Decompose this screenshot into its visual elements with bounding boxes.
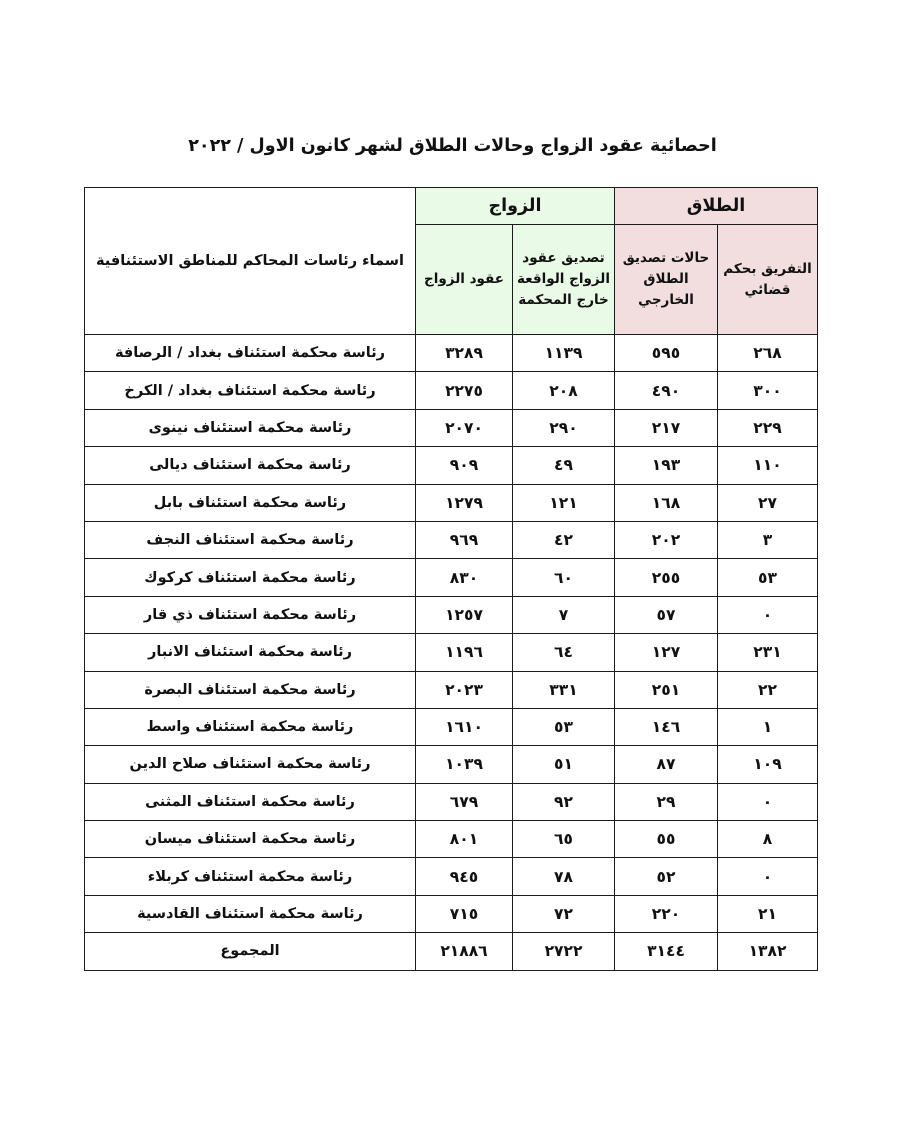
cell-divorce-outside-ratified: ٥٩٥ <box>615 335 718 372</box>
column-header-court-names: اسماء رئاسات المحاكم للمناطق الاستئنافية <box>84 188 415 335</box>
cell-divorce-judicial: ٣ <box>718 521 818 558</box>
cell-divorce-outside-ratified: ٢٢٠ <box>615 895 718 932</box>
cell-marriage-outside-court: ١٢١ <box>513 484 615 521</box>
cell-court-name: رئاسة محكمة استئناف ميسان <box>84 821 415 858</box>
cell-divorce-judicial: ١٣٨٢ <box>718 933 818 970</box>
cell-divorce-judicial: ١٠٩ <box>718 746 818 783</box>
table-row <box>84 484 817 521</box>
cell-marriage-contracts: ٨٣٠ <box>415 559 512 596</box>
cell-divorce-outside-ratified: ٣١٤٤ <box>615 933 718 970</box>
cell-divorce-judicial: ٢٧ <box>718 484 818 521</box>
cell-marriage-contracts: ١٢٧٩ <box>415 484 512 521</box>
cell-marriage-outside-court: ٧٢ <box>513 895 615 932</box>
cell-marriage-outside-court: ٢٩٠ <box>513 409 615 446</box>
column-header-divorce-judicial: التفريق بحكم قضائي <box>718 225 818 335</box>
cell-marriage-outside-court: ٦٥ <box>513 821 615 858</box>
table-row <box>84 895 817 932</box>
cell-court-name: رئاسة محكمة استئناف الانبار <box>84 634 415 671</box>
cell-marriage-contracts: ٢١٨٨٦ <box>415 933 512 970</box>
cell-divorce-judicial: ٢٣١ <box>718 634 818 671</box>
cell-marriage-outside-court: ٤٩ <box>513 447 615 484</box>
cell-divorce-outside-ratified: ١٦٨ <box>615 484 718 521</box>
table-row <box>84 858 817 895</box>
cell-marriage-outside-court: ٧٨ <box>513 858 615 895</box>
cell-marriage-contracts: ٦٧٩ <box>415 783 512 820</box>
cell-court-name: رئاسة محكمة استئناف واسط <box>84 708 415 745</box>
table-row <box>84 559 817 596</box>
cell-court-name: رئاسة محكمة استئناف ديالى <box>84 447 415 484</box>
cell-marriage-contracts: ٩٤٥ <box>415 858 512 895</box>
cell-divorce-judicial: ٣٠٠ <box>718 372 818 409</box>
cell-marriage-outside-court: ٩٢ <box>513 783 615 820</box>
cell-court-name: رئاسة محكمة استئناف البصرة <box>84 671 415 708</box>
cell-court-name: رئاسة محكمة استئناف ذي قار <box>84 596 415 633</box>
cell-divorce-outside-ratified: ٥٥ <box>615 821 718 858</box>
cell-marriage-contracts: ٨٠١ <box>415 821 512 858</box>
cell-divorce-judicial: ٥٣ <box>718 559 818 596</box>
cell-court-name: رئاسة محكمة استئناف بابل <box>84 484 415 521</box>
cell-divorce-outside-ratified: ٨٧ <box>615 746 718 783</box>
cell-divorce-outside-ratified: ٢٠٢ <box>615 521 718 558</box>
table-body <box>84 335 817 971</box>
cell-divorce-judicial: ٨ <box>718 821 818 858</box>
cell-marriage-contracts: ١٢٥٧ <box>415 596 512 633</box>
column-header-divorce-outside-ratified: حالات تصديق الطلاق الخارجي <box>615 225 718 335</box>
cell-marriage-outside-court: ٤٢ <box>513 521 615 558</box>
cell-divorce-judicial: ١ <box>718 708 818 745</box>
table-row <box>84 521 817 558</box>
cell-marriage-outside-court: ٦٤ <box>513 634 615 671</box>
cell-divorce-outside-ratified: ٥٧ <box>615 596 718 633</box>
cell-marriage-contracts: ٧١٥ <box>415 895 512 932</box>
cell-divorce-outside-ratified: ٢٥١ <box>615 671 718 708</box>
table-row <box>84 783 817 820</box>
cell-divorce-outside-ratified: ٤٩٠ <box>615 372 718 409</box>
page-title: احصائية عقود الزواج وحالات الطلاق لشهر كانون الاول / ٢٠٢٢ <box>188 136 717 156</box>
cell-marriage-contracts: ١١٩٦ <box>415 634 512 671</box>
group-header-marriage: الزواج <box>415 188 614 225</box>
cell-court-name: رئاسة محكمة استئناف المثنى <box>84 783 415 820</box>
cell-divorce-outside-ratified: ٢٥٥ <box>615 559 718 596</box>
cell-marriage-outside-court: ٣٣١ <box>513 671 615 708</box>
cell-marriage-contracts: ٩٠٩ <box>415 447 512 484</box>
table-head <box>84 188 817 335</box>
cell-court-name: رئاسة محكمة استئناف القادسية <box>84 895 415 932</box>
column-header-marriage-outside-court: تصديق عقود الزواج الواقعة خارج المحكمة <box>513 225 615 335</box>
cell-marriage-outside-court: ٦٠ <box>513 559 615 596</box>
cell-divorce-outside-ratified: ٢٩ <box>615 783 718 820</box>
table-row <box>84 746 817 783</box>
cell-divorce-outside-ratified: ٥٢ <box>615 858 718 895</box>
cell-marriage-contracts: ٢٠٧٠ <box>415 409 512 446</box>
cell-divorce-outside-ratified: ١٤٦ <box>615 708 718 745</box>
cell-divorce-judicial: ٠ <box>718 858 818 895</box>
cell-court-name: رئاسة محكمة استئناف كربلاء <box>84 858 415 895</box>
cell-marriage-contracts: ٢٠٢٣ <box>415 671 512 708</box>
cell-court-name: رئاسة محكمة استئناف النجف <box>84 521 415 558</box>
group-header-divorce: الطلاق <box>615 188 818 225</box>
cell-divorce-judicial: ٢٢٩ <box>718 409 818 446</box>
cell-divorce-outside-ratified: ١٩٣ <box>615 447 718 484</box>
cell-marriage-outside-court: ٢٠٨ <box>513 372 615 409</box>
column-header-marriage-contracts: عقود الزواج <box>415 225 512 335</box>
cell-court-name: رئاسة محكمة استئناف كركوك <box>84 559 415 596</box>
table-row <box>84 409 817 446</box>
cell-marriage-contracts: ٣٢٨٩ <box>415 335 512 372</box>
table-row <box>84 708 817 745</box>
cell-divorce-judicial: ٠ <box>718 783 818 820</box>
cell-divorce-outside-ratified: ١٢٧ <box>615 634 718 671</box>
cell-marriage-contracts: ٢٢٧٥ <box>415 372 512 409</box>
table-row <box>84 372 817 409</box>
table-row <box>84 821 817 858</box>
cell-court-name: رئاسة محكمة استئناف نينوى <box>84 409 415 446</box>
table-group-header-row <box>84 188 817 225</box>
cell-divorce-outside-ratified: ٢١٧ <box>615 409 718 446</box>
cell-marriage-contracts: ١٦١٠ <box>415 708 512 745</box>
cell-divorce-judicial: ١١٠ <box>718 447 818 484</box>
table-row <box>84 447 817 484</box>
table-row <box>84 634 817 671</box>
cell-divorce-judicial: ٢١ <box>718 895 818 932</box>
cell-total-label: المجموع <box>84 933 415 970</box>
cell-court-name: رئاسة محكمة استئناف بغداد / الرصافة <box>84 335 415 372</box>
cell-marriage-contracts: ١٠٣٩ <box>415 746 512 783</box>
cell-marriage-outside-court: ١١٣٩ <box>513 335 615 372</box>
cell-divorce-judicial: ٠ <box>718 596 818 633</box>
table-row <box>84 596 817 633</box>
cell-marriage-contracts: ٩٦٩ <box>415 521 512 558</box>
table-total-row <box>84 933 817 970</box>
table-row <box>84 335 817 372</box>
cell-marriage-outside-court: ٥١ <box>513 746 615 783</box>
cell-court-name: رئاسة محكمة استئناف صلاح الدين <box>84 746 415 783</box>
cell-marriage-outside-court: ٥٣ <box>513 708 615 745</box>
cell-marriage-outside-court: ٢٧٢٢ <box>513 933 615 970</box>
table-row <box>84 671 817 708</box>
statistics-table <box>84 187 818 971</box>
cell-marriage-outside-court: ٧ <box>513 596 615 633</box>
cell-divorce-judicial: ٢٦٨ <box>718 335 818 372</box>
cell-court-name: رئاسة محكمة استئناف بغداد / الكرخ <box>84 372 415 409</box>
statistics-table-container <box>85 187 818 971</box>
cell-divorce-judicial: ٢٢ <box>718 671 818 708</box>
